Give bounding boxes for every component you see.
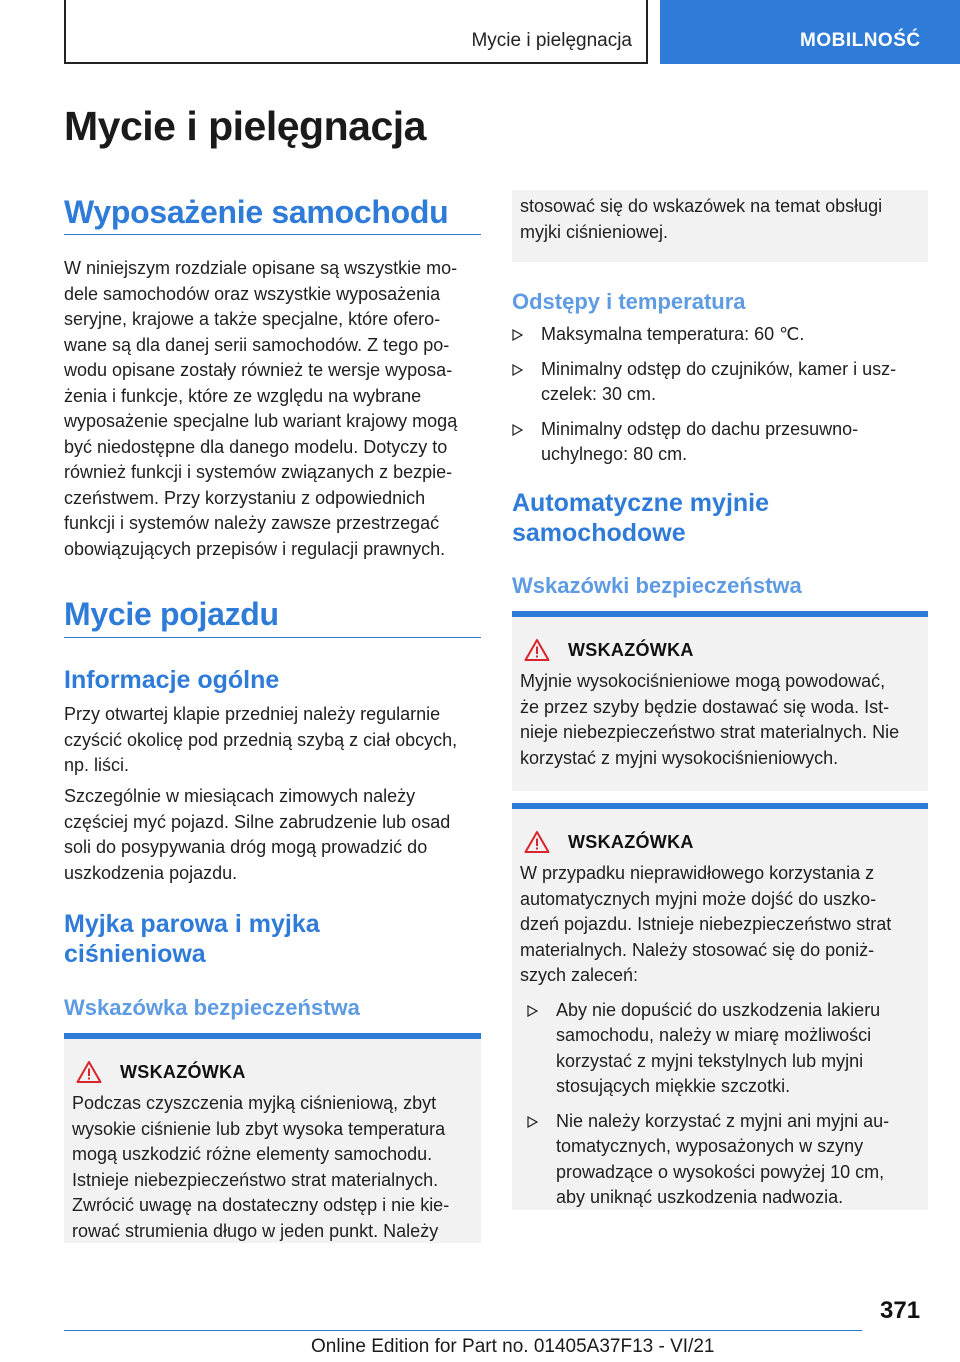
bullet-triangle-icon [512,329,523,341]
list-item: Nie należy korzystać z myjni ani myjni au- tomatycznych, wyposażonych w szyny prowadzące o wysokości powyżej 10 cm, aby uniknąć uszkodzenia nadwozia. [527,1109,920,1211]
wash-heading: Mycie pojazdu [64,596,279,632]
notice-title: WSKAZÓWKA [568,831,694,852]
page-number: 371 [880,1297,921,1324]
general-heading: Informacje ogólne [64,666,280,694]
header-section-box [64,0,648,64]
general-paragraph: Przy otwartej klapie przedniej należy regularnie czyścić okolicę pod przednią szybą z ciał obcych, np. liści. [64,704,458,775]
auto-notice-2 [512,803,928,1210]
footer-edition: Online Edition for Part no. 01405A37F13 - VI/21 [311,1336,715,1357]
auto-notice-1 [512,611,928,791]
warning-triangle-icon [524,638,550,662]
pressure-safety-heading: Wskazówka bezpieczeństwa [64,995,360,1020]
list-item: Maksymalna temperatura: 60 ℃. [512,322,928,348]
warning-triangle-icon [76,1060,102,1084]
notice-title: WSKAZÓWKA [568,639,694,660]
auto-wash-heading: Automatyczne myjnie samochodowe [512,489,770,547]
footer-rule [64,1330,862,1331]
notice-text: Podczas czyszczenia myjką ciśnieniową, zbyt wysokie ciśnienie lub zbyt wysoka temperatura mogą uszkodzić różne elementy samochodu. Istnieje niebezpieczeństwo strat materialnych. Zwrócić uwagę na dostateczny odstęp i nie kie- rować strumienia długo w jeden punkt. Należy [72,1093,450,1241]
bullet-triangle-icon [512,364,523,376]
pressure-heading: Myjka parowa i myjka ciśnieniowa [64,910,320,968]
notice-text: W przypadku nieprawidłowego korzystania z automatycznych myjni może dojść do uszko- dzeń pojazdu. Istnieje niebezpieczeństwo strat materialnych. Należy stosować się do poniż- szych zaleceń: [520,863,892,985]
bullet-triangle-icon [527,1005,538,1017]
notice-text: Myjnie wysokociśnieniowe mogą powodować, że przez szyby będzie dostawać się woda. Ist- nieje niebezpieczeństwo strat materialnych. Nie korzystać z myjni wysokociśnieniowych. [520,671,900,768]
recommendation-list [527,998,920,1211]
equipment-paragraph: W niniejszym rozdziale opisane są wszystkie mo- dele samochodów oraz wszystkie wyposażenia seryjne, krajowe a także specjalne, które ofero- wane są dla danej serii samochodów. Z tego po- wodu opisane zostały również te wersje wyposa- żenia i funkcje, które ze względu na wybrane wyposażenie specjalne lub wariant krajowy mogą być niedostępne dla danego modelu. Dotyczy to również funkcji i systemów związanych z bezpie- czeństwem. Przy korzystaniu z odpowiednich funkcji i systemów należy zawsze przestrzegać obowiązujących przepisów i regulacji prawnych. [64,258,458,559]
list-item: Aby nie dopuścić do uszkodzenia lakieru samochodu, należy w miarę możliwości korzystać z myjni tekstylnych lub myjni stosujących miękkie szczotki. [527,998,920,1100]
warning-triangle-icon [524,830,550,854]
pressure-notice [64,1033,481,1243]
notice-title: WSKAZÓWKA [120,1061,246,1082]
equipment-heading-rule [64,234,481,235]
distance-heading: Odstępy i temperatura [512,289,746,314]
bullet-triangle-icon [512,424,523,436]
winter-paragraph: Szczególnie w miesiącach zimowych należy częściej myć pojazd. Silne zabrudzenie lub osad soli do posypywania dróg mogą prowadzić do uszkodzenia pojazdu. [64,786,451,883]
header-chapter-tab[interactable] [660,0,960,64]
page-title: Mycie i pielęgnacja [64,103,426,149]
bullet-triangle-icon [527,1116,538,1128]
header-chapter-label: MOBILNOŚĆ [800,30,921,51]
list-item: Minimalny odstęp do dachu przesuwno- uchylnego: 80 cm. [512,417,928,468]
distance-list [512,322,928,477]
continued-notice: stosować się do wskazówek na temat obsługi myjki ciśnieniowej. [512,190,928,262]
auto-safety-heading: Wskazówki bezpieczeństwa [512,573,802,598]
header-section-title: Mycie i pielęgnacja [471,30,632,51]
wash-heading-rule [64,637,481,638]
list-item: Minimalny odstęp do czujników, kamer i usz- czelek: 30 cm. [512,357,928,408]
equipment-heading: Wyposażenie samochodu [64,194,449,230]
